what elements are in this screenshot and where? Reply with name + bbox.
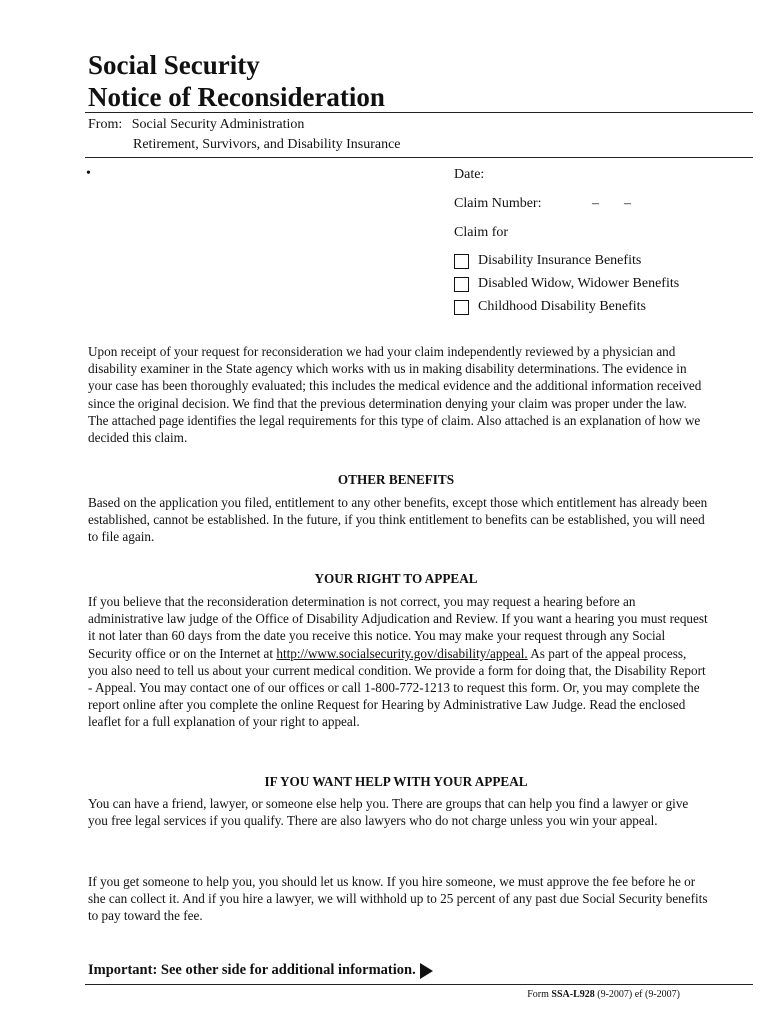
right-to-appeal-heading: YOUR RIGHT TO APPEAL xyxy=(314,571,478,586)
claim-option-label: Childhood Disability Benefits xyxy=(478,299,646,314)
claim-option-childhood[interactable] xyxy=(454,298,646,316)
arrow-right-icon xyxy=(420,963,433,979)
from-label: From: xyxy=(88,117,123,132)
claim-number-label: Claim Number: xyxy=(454,196,542,211)
claim-number-dash-1: – xyxy=(592,196,599,211)
other-benefits-body: Based on the application you filed, entitlement to any other benefits, except those which entitlement has already been established, cannot be established. In the future, if you think entitlement to benefits can be established, you will need to file again. xyxy=(88,495,708,545)
checkbox-childhood-disability[interactable] xyxy=(454,300,469,315)
address-bullet: • xyxy=(86,166,91,181)
claim-option-widow[interactable] xyxy=(454,275,679,293)
form-number: SSA-L928 xyxy=(551,989,595,1000)
appeal-text-part2: As part of the appeal process, you also need to tell us about your current medical condition. We provide a form for doing that, the Disability Report - Appeal. You may contact one of our offices or call 1-800-772-1213 to request this form. Or, you may complete the report online after you complete the online Request for Hearing by Administrative Law Judge. Read the enclosed leaflet for a full explanation of your right to appeal. xyxy=(88,645,706,730)
claim-option-disability[interactable] xyxy=(454,252,641,270)
form-label: Form xyxy=(527,989,552,1000)
form-edition: (9-2007) ef (9-2007) xyxy=(594,989,680,1000)
help-with-appeal-heading: IF YOU WANT HELP WITH YOUR APPEAL xyxy=(264,774,528,789)
important-note xyxy=(88,962,433,979)
appeal-link[interactable]: http://www.socialsecurity.gov/disability/appeal. xyxy=(276,645,528,661)
top-divider xyxy=(85,112,753,113)
appeal-text-part1: If you believe that the reconsideration determination is not correct, you may request a hearing before an administrative law judge of the Office of Disability Adjudication and Review. If you want a hearing you must request it not later than 60 days from the date you receive this notice. You may make your request through any Social Security office or on the Internet at xyxy=(88,594,708,661)
form-footer xyxy=(527,989,680,1000)
from-line xyxy=(88,117,304,133)
other-benefits-heading: OTHER BENEFITS xyxy=(337,472,455,487)
help-with-appeal-body-2: If you get someone to help you, you should let us know. If you hire someone, we must approve the fee before he or she can collect it. And if you hire a lawyer, we will withhold up to 25 percent of any past due Social Security benefits to pay toward the fee. xyxy=(88,874,708,924)
from-divider xyxy=(85,157,753,158)
from-agency: Social Security Administration xyxy=(131,117,305,132)
claim-number-dash-2: – xyxy=(624,196,631,211)
help-with-appeal-body-1: You can have a friend, lawyer, or someone else help you. There are groups that can help you find a lawyer or give you free legal services if you qualify. There are also lawyers who do not charge unless you win your appeal. xyxy=(88,796,689,829)
claim-option-label: Disability Insurance Benefits xyxy=(478,253,642,268)
title-line-2: Notice of Reconsideration xyxy=(88,82,385,112)
date-label: Date: xyxy=(454,167,485,182)
bottom-divider xyxy=(85,984,753,985)
claim-option-label: Disabled Widow, Widower Benefits xyxy=(478,276,680,291)
from-program: Retirement, Survivors, and Disability Insurance xyxy=(133,137,401,152)
intro-paragraph: Upon receipt of your request for reconsideration we had your claim independently reviewed by a physician and disability examiner in the State agency which works with us in making disability determinations. The evidence in your case has been thoroughly evaluated; this includes the medical evidence and the additional information received since the original decision. We find that the previous determination denying your claim was proper under the law. The attached page identifies the legal requirements for this type of claim. Also attached is an explanation of how we decided this claim. xyxy=(88,344,702,446)
important-note-text: Important: See other side for additional information. xyxy=(88,962,416,978)
checkbox-disability-insurance[interactable] xyxy=(454,254,469,269)
title-line-1: Social Security xyxy=(88,50,260,80)
right-to-appeal-body xyxy=(88,593,708,731)
checkbox-disabled-widow[interactable] xyxy=(454,277,469,292)
claim-for-label: Claim for xyxy=(454,225,509,240)
